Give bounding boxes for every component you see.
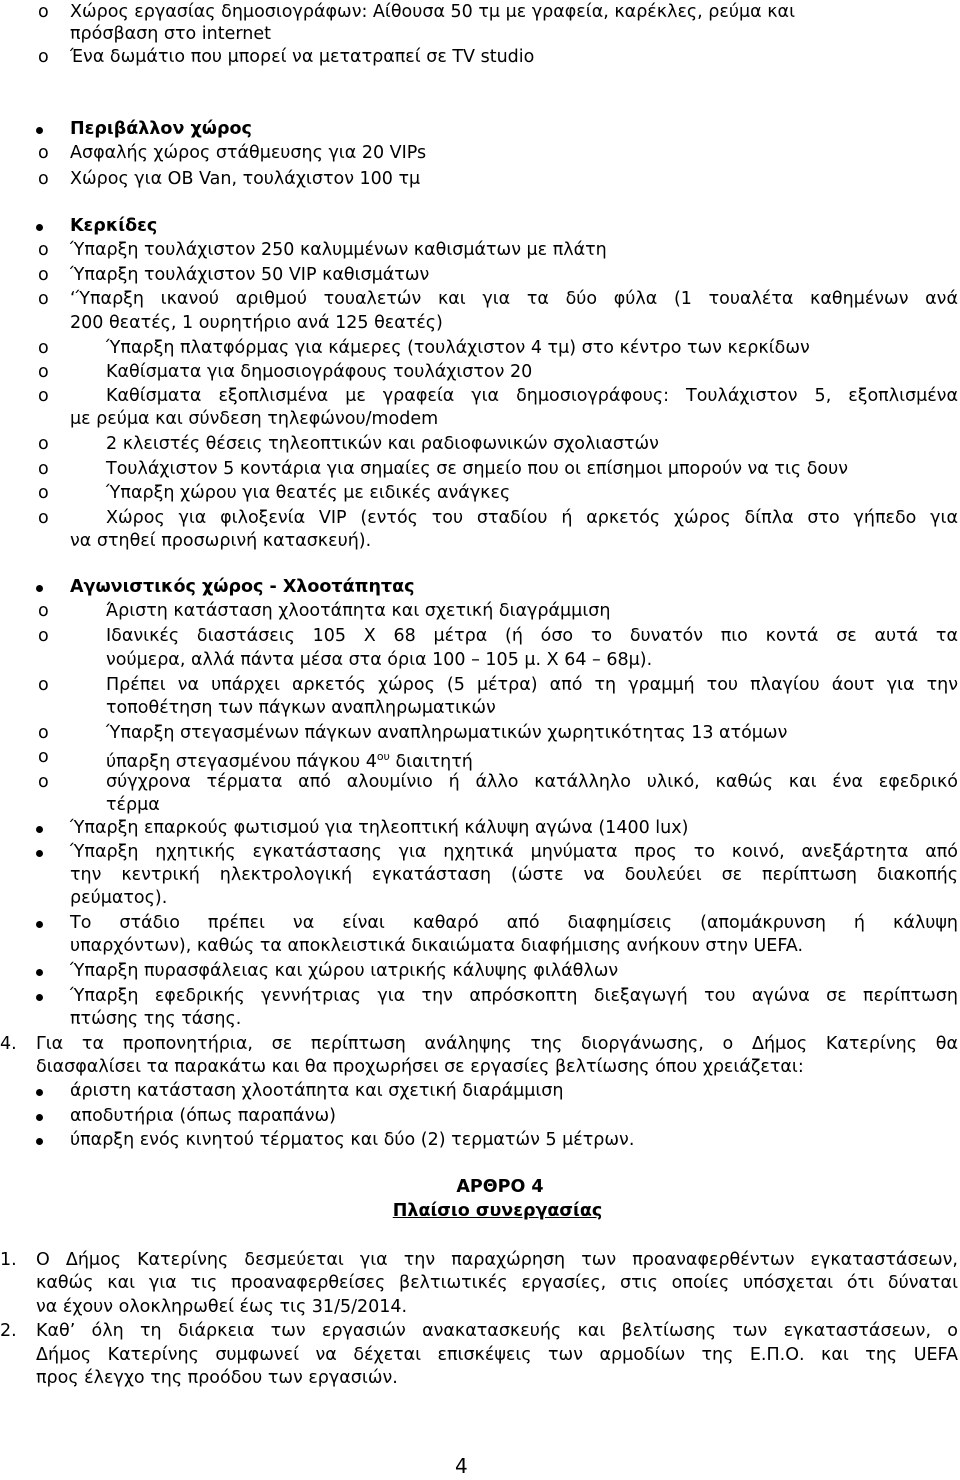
- sub-bullet-marker: o: [38, 338, 49, 358]
- sub-bullet-marker: o: [38, 675, 49, 695]
- sub-bullet-marker: o: [38, 169, 49, 189]
- article-subtitle: Πλαίσιο συνεργασίας: [392, 1201, 603, 1221]
- sub-bullet-marker: o: [38, 2, 49, 22]
- page-number: 4: [455, 1454, 468, 1478]
- bullet-dot: [36, 127, 43, 134]
- stands-item: Καθίσματα για δημοσιογράφους τουλάχιστον 20: [106, 362, 533, 382]
- list-number: 1.: [0, 1250, 17, 1270]
- stands-item: ‘Ύπαρξη ικανού αριθμού τουαλετών και για τα δύο φύλα (1 τουαλέτα καθημένων ανά: [70, 289, 958, 309]
- general-item-cont: ρεύματος).: [70, 888, 168, 908]
- sub-bullet-marker: o: [38, 772, 49, 792]
- sub-bullet-marker: o: [38, 386, 49, 406]
- sub-bullet-marker: o: [38, 47, 49, 67]
- bullet-dot: [36, 921, 43, 928]
- stands-item: Ύπαρξη τουλάχιστον 50 VIP καθισμάτων: [70, 265, 430, 285]
- environment-heading: Περιβάλλον χώρος: [70, 119, 252, 139]
- stands-item-cont: με ρεύμα και σύνδεση τηλεφώνου/modem: [70, 409, 439, 429]
- pitch-item: Ύπαρξη στεγασμένων πάγκων αναπληρωματικών χωρητικότητας 13 ατόμων: [106, 723, 788, 743]
- sub-bullet-marker: o: [38, 601, 49, 621]
- bullet-dot: [36, 994, 43, 1001]
- tv-studio-line: Ένα δωμάτιο που μπορεί να μετατραπεί σε TV studio: [70, 47, 535, 67]
- stands-item: Καθίσματα εξοπλισμένα με γραφεία για δημοσιογράφους: Τουλάχιστον 5, εξοπλισμένα: [106, 386, 958, 406]
- general-item: Ύπαρξη εφεδρικής γεννήτριας για την απρόσκοπτη διεξαγωγή του αγώνα σε περίπτωση: [70, 986, 958, 1006]
- stands-item-cont: να στηθεί προσωρινή κατασκευή).: [70, 531, 372, 551]
- sub-bullet-marker: o: [38, 265, 49, 285]
- sub-bullet-marker: o: [38, 747, 49, 767]
- general-item-cont: πτώσης της τάσης.: [70, 1009, 242, 1029]
- pitch-item-cont: τοποθέτηση των πάγκων αναπληρωματικών: [106, 698, 496, 718]
- pitch-item: Πρέπει να υπάρχει αρκετός χώρος (5 μέτρα) από τη γραμμή του πλαγίου άουτ για την: [106, 675, 958, 695]
- stands-item: Ύπαρξη χώρου για θεατές με ειδικές ανάγκες: [106, 483, 511, 503]
- article-item-text: να έχουν ολοκληρωθεί έως τις 31/5/2014.: [36, 1297, 408, 1317]
- pitch-item: [106, 746, 473, 773]
- stands-item: Ύπαρξη τουλάχιστον 250 καλυμμένων καθισμάτων με πλάτη: [70, 240, 607, 260]
- general-item-cont: την κεντρική ηλεκτρολογική εγκατάσταση (ώστε να δουλεύει σε περίπτωση διακοπής: [70, 865, 958, 885]
- pitch-item-cont: τέρμα: [106, 795, 160, 815]
- sub-bullet-marker: o: [38, 723, 49, 743]
- list-number: 2.: [0, 1321, 17, 1341]
- stands-item: 2 κλειστές θέσεις τηλεοπτικών και ραδιοφωνικών σχολιαστών: [106, 434, 659, 454]
- environment-item: Χώρος για OB Van, τουλάχιστον 100 τμ: [70, 169, 421, 189]
- general-item: Ύπαρξη πυρασφάλειας και χώρου ιατρικής κάλυψης φιλάθλων: [70, 961, 619, 981]
- sub-bullet-marker: o: [38, 362, 49, 382]
- superscript: ου: [376, 750, 390, 763]
- pitch-heading: Αγωνιστικός χώρος - Χλοοτάπητας: [70, 577, 415, 597]
- bullet-dot: [36, 585, 43, 592]
- sub-bullet-marker: o: [38, 240, 49, 260]
- pitch-item-text: διαιτητή: [389, 751, 473, 772]
- article-subtitle-wrap: [0, 1200, 960, 1222]
- article-item-text: Καθ’ όλη τη διάρκεια των εργασιών ανακατασκευής και βελτίωσης των εγκαταστάσεων, ο: [36, 1321, 958, 1341]
- sub-bullet-marker: o: [38, 143, 49, 163]
- stands-item-cont: 200 θεατές, 1 ουρητήριο ανά 125 θεατές): [70, 313, 443, 333]
- article-item-text: Δήμος Κατερίνης συμφωνεί να δέχεται επισκέψεις των αρμοδίων της Ε.Π.Ο. και της UEFA: [36, 1345, 958, 1365]
- pitch-item-text: ύπαρξη στεγασμένου πάγκου 4: [106, 751, 377, 772]
- item4-text: Για τα προπονητήρια, σε περίπτωση ανάληψης της διοργάνωσης, ο Δήμος Κατερίνης θα: [36, 1034, 958, 1054]
- stands-item: Ύπαρξη πλατφόρμας για κάμερες (τουλάχιστον 4 τμ) στο κέντρο των κερκίδων: [106, 338, 810, 358]
- item4-bullet: άριστη κατάσταση χλοοτάπητα και σχετική διαράμμιση: [70, 1081, 564, 1101]
- bullet-dot: [36, 1114, 43, 1121]
- general-item-cont: υπαρχόντων), καθώς τα αποκλειστικά δικαιώματα διαφήμισης ανήκουν στην UEFA.: [70, 936, 804, 956]
- sub-bullet-marker: o: [38, 289, 49, 309]
- stands-item: Χώρος για φιλοξενία VIP (εντός του σταδίου ή αρκετός χώρος δίπλα στο γήπεδο για: [106, 508, 958, 528]
- article-item-text: προς έλεγχο της προόδου των εργασιών.: [36, 1368, 398, 1388]
- general-item: Ύπαρξη ηχητικής εγκατάστασης για ηχητικά μηνύματα προς το κοινό, ανεξάρτητα από: [70, 842, 958, 862]
- general-item: Ύπαρξη επαρκούς φωτισμού για τηλεοπτική κάλυψη αγώνα (1400 lux): [70, 818, 689, 838]
- general-item: Το στάδιο πρέπει να είναι καθαρό από διαφημίσεις (απομάκρυνση ή κάλυψη: [70, 913, 958, 933]
- stands-item: Τουλάχιστον 5 κοντάρια για σημαίες σε σημείο που οι επίσημοι μπορούν να τις δουν: [106, 459, 849, 479]
- article-item-text: Ο Δήμος Κατερίνης δεσμεύεται για την παραχώρηση των προαναφερθέντων εγκαταστάσεων,: [36, 1250, 958, 1270]
- pitch-item-cont: νούμερα, αλλά πάντα μέσα στα όρια 100 – 105 μ. Χ 64 – 68μ).: [106, 650, 653, 670]
- pitch-item: Άριστη κατάσταση χλοοτάπητα και σχετική διαγράμμιση: [106, 601, 611, 621]
- pitch-item: Ιδανικές διαστάσεις 105 Χ 68 μέτρα (ή όσο το δυνατόν πιο κοντά σε αυτά τα: [106, 626, 958, 646]
- workspace-line-cont: πρόσβαση στο internet: [70, 24, 271, 44]
- item4-bullet: ύπαρξη ενός κινητού τέρματος και δύο (2) τερματών 5 μέτρων.: [70, 1130, 635, 1150]
- bullet-dot: [36, 1089, 43, 1096]
- sub-bullet-marker: o: [38, 626, 49, 646]
- item4-bullet: αποδυτήρια (όπως παραπάνω): [70, 1106, 336, 1126]
- bullet-dot: [36, 1138, 43, 1145]
- item4-text-cont: διασφαλίσει τα παρακάτω και θα προχωρήσει σε εργασίες βελτίωσης όπου χρειάζεται:: [36, 1057, 804, 1077]
- pitch-item: σύγχρονα τέρματα από αλουμίνιο ή άλλο κατάλληλο υλικό, καθώς και ένα εφεδρικό: [106, 772, 958, 792]
- sub-bullet-marker: o: [38, 459, 49, 479]
- bullet-dot: [36, 826, 43, 833]
- environment-item: Ασφαλής χώρος στάθμευσης για 20 VIPs: [70, 143, 427, 163]
- bullet-dot: [36, 969, 43, 976]
- bullet-dot: [36, 850, 43, 857]
- sub-bullet-marker: o: [38, 434, 49, 454]
- list-number: 4.: [0, 1034, 17, 1054]
- bullet-dot: [36, 224, 43, 231]
- sub-bullet-marker: o: [38, 508, 49, 528]
- sub-bullet-marker: o: [38, 483, 49, 503]
- article-title: ΑΡΘΡΟ 4: [456, 1177, 544, 1197]
- stands-heading: Κερκίδες: [70, 216, 158, 236]
- workspace-line: Χώρος εργασίας δημοσιογράφων: Αίθουσα 50 τμ με γραφεία, καρέκλες, ρεύμα και: [70, 2, 795, 22]
- article-item-text: καθώς και για τις προαναφερθείσες βελτιωτικές εργασίες, στις οποίες υπόσχεται ότι δύναται: [36, 1273, 958, 1293]
